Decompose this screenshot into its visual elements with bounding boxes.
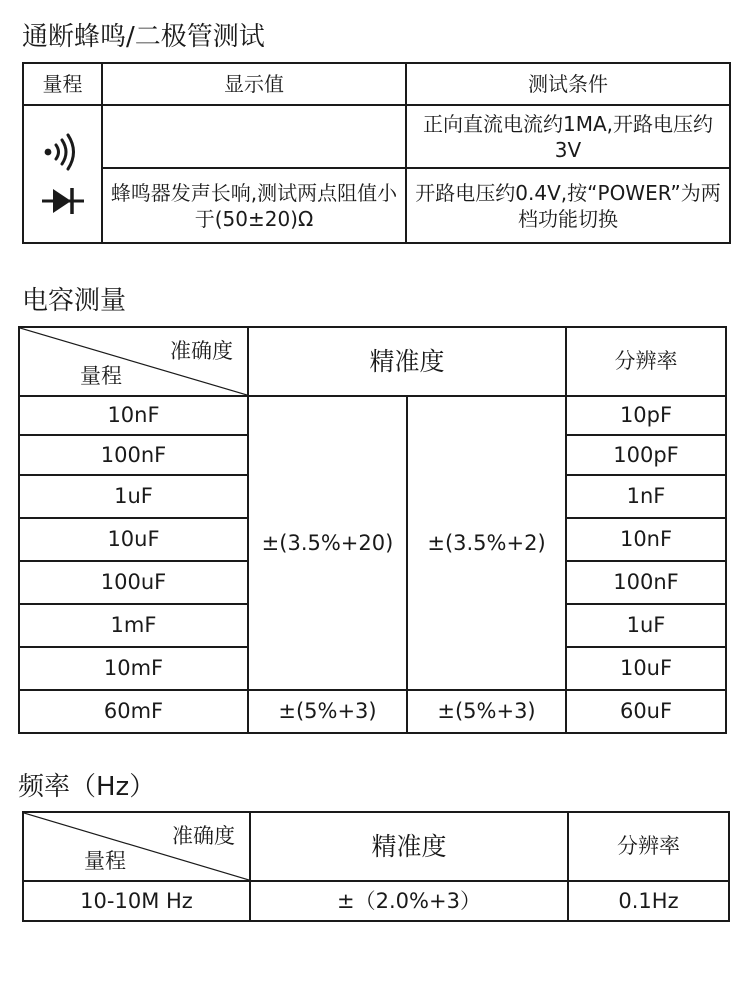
resolution-cell: 1uF — [566, 604, 726, 647]
header-resolution: 分辨率 — [566, 327, 726, 396]
section-title-capacitance: 电容测量 — [22, 286, 127, 316]
range-cell: 1mF — [19, 604, 248, 647]
capacitance-table — [18, 326, 727, 734]
buzzer-icon — [43, 132, 83, 172]
header-range-label: 量程 — [84, 849, 126, 873]
header-range: 量程 — [23, 63, 102, 105]
accuracy-b-last-cell: ±(5%+3) — [407, 690, 566, 733]
range-cell: 10-10M Hz — [23, 881, 250, 921]
range-cell: 10mF — [19, 647, 248, 690]
range-icons-cell — [23, 105, 102, 243]
frequency-table — [22, 811, 730, 922]
continuity-table — [22, 62, 731, 244]
range-cell: 100uF — [19, 561, 248, 604]
diode-icon — [42, 186, 84, 216]
accuracy-a-cell: ±(3.5%+20) — [248, 396, 407, 690]
range-cell: 60mF — [19, 690, 248, 733]
condition-cell-1: 正向直流电流约1MA,开路电压约3V — [406, 105, 730, 168]
display-cell-2: 蜂鸣器发声长响,测试两点阻值小于(50±20)Ω — [102, 168, 406, 243]
header-precision: 精准度 — [248, 327, 566, 396]
range-cell: 10uF — [19, 518, 248, 561]
accuracy-a-last-cell: ±(5%+3) — [248, 690, 407, 733]
header-accuracy-label: 准确度 — [172, 824, 235, 848]
range-cell: 10nF — [19, 396, 248, 435]
resolution-cell: 60uF — [566, 690, 726, 733]
range-cell: 1uF — [19, 475, 248, 518]
diagonal-header-cell — [23, 812, 250, 881]
header-resolution: 分辨率 — [568, 812, 729, 881]
range-cell: 100nF — [19, 435, 248, 475]
header-range-label: 量程 — [80, 364, 122, 388]
resolution-cell: 1nF — [566, 475, 726, 518]
header-condition: 测试条件 — [406, 63, 730, 105]
header-precision: 精准度 — [250, 812, 568, 881]
resolution-cell: 100pF — [566, 435, 726, 475]
section-title-frequency: 频率（Hz） — [18, 772, 156, 802]
section-title-continuity: 通断蜂鸣/二极管测试 — [22, 22, 265, 52]
accuracy-b-cell: ±(3.5%+2) — [407, 396, 566, 690]
condition-cell-2: 开路电压约0.4V,按“POWER”为两档功能切换 — [406, 168, 730, 243]
resolution-cell: 10pF — [566, 396, 726, 435]
display-cell-empty — [102, 105, 406, 168]
diagonal-header-cell — [19, 327, 248, 396]
resolution-cell: 10nF — [566, 518, 726, 561]
header-display: 显示值 — [102, 63, 406, 105]
resolution-cell: 100nF — [566, 561, 726, 604]
resolution-cell: 0.1Hz — [568, 881, 729, 921]
accuracy-cell: ±（2.0%+3） — [250, 881, 568, 921]
resolution-cell: 10uF — [566, 647, 726, 690]
header-accuracy-label: 准确度 — [170, 339, 233, 363]
